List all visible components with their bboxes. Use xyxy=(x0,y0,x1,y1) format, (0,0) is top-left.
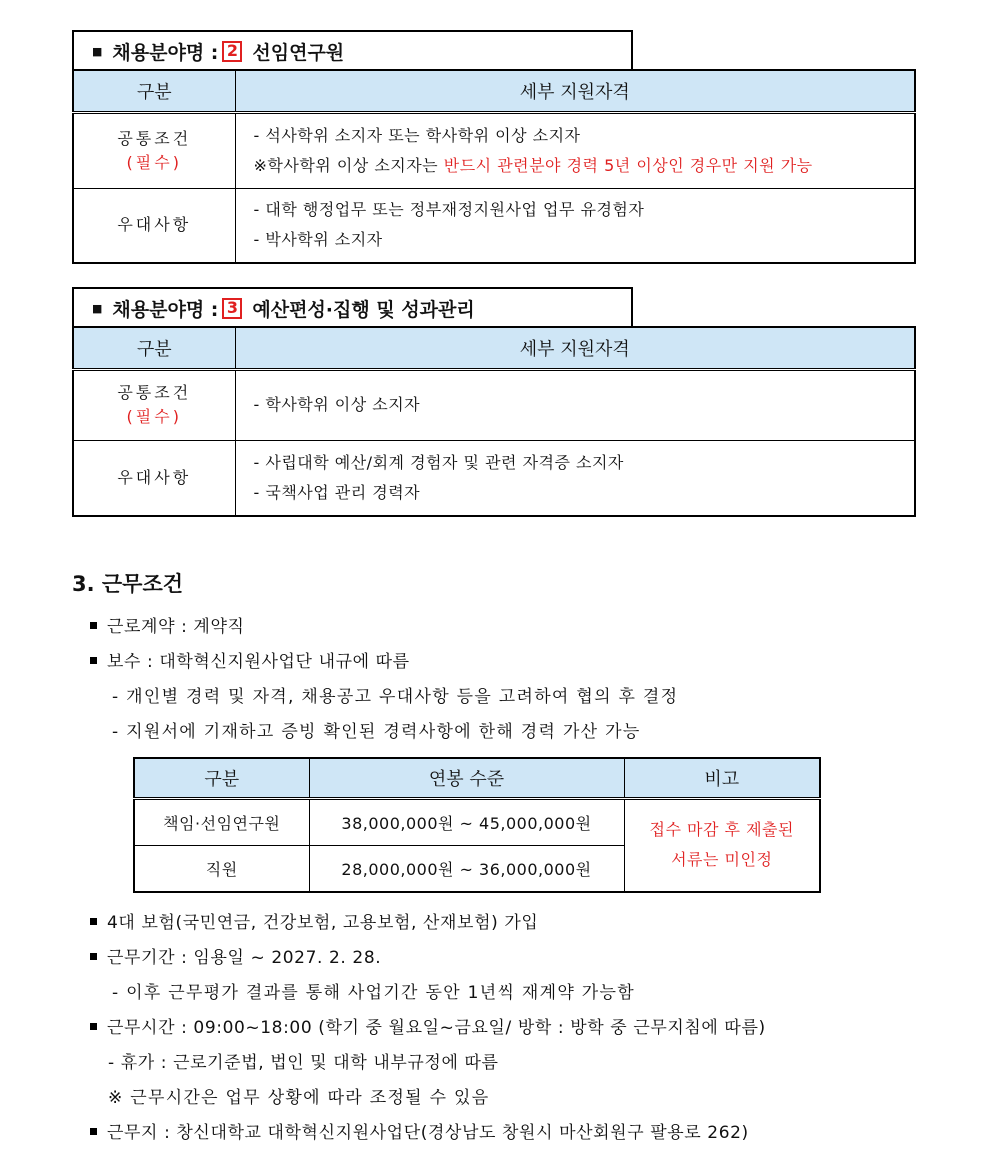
detail-line: - 사립대학 예산/회계 경험자 및 관련 자격증 소지자 xyxy=(253,452,624,472)
square-bullet-icon xyxy=(90,953,97,960)
detail-line xyxy=(254,151,915,181)
section-title-3 xyxy=(72,287,633,327)
table-row xyxy=(73,112,915,188)
section-title-prefix: 채용분야명 : xyxy=(112,298,219,321)
insurance-text: 4대 보험(국민연금, 건강보험, 고용보험, 산재보험) 가입 xyxy=(107,913,539,933)
section-title-prefix: 채용분야명 : xyxy=(112,41,219,64)
category-label: 공통조건 xyxy=(117,128,192,148)
square-bullet-icon xyxy=(90,918,97,925)
detail-line: - 학사학위 이상 소지자 xyxy=(253,395,421,414)
note-line: 접수 마감 후 제출된 xyxy=(649,820,794,840)
position-cell: 책임·선임연구원 xyxy=(134,798,309,845)
list-item xyxy=(90,943,381,968)
pay-sub-line: - 개인별 경력 및 자격, 채용공고 우대사항 등을 고려하여 협의 후 결정 xyxy=(112,687,679,707)
note-cell xyxy=(624,798,820,892)
col-header-category: 구분 xyxy=(73,70,235,112)
section-number-badge: 3 xyxy=(222,298,242,319)
square-bullet-icon xyxy=(90,622,97,629)
square-bullet-icon xyxy=(90,1128,97,1135)
category-label: 우대사항 xyxy=(117,215,192,235)
col-header-salary: 연봉 수준 xyxy=(309,758,624,798)
qualification-table-3 xyxy=(72,326,916,517)
square-bullet-icon xyxy=(90,657,97,664)
category-label: 우대사항 xyxy=(117,467,192,487)
table-row xyxy=(73,369,915,440)
detail-cell xyxy=(235,188,915,263)
col-header-note: 비고 xyxy=(624,758,820,798)
category-cell xyxy=(73,369,235,440)
table-row xyxy=(73,188,915,263)
detail-line: - 국책사업 관리 경력자 xyxy=(253,482,421,502)
list-item xyxy=(90,612,245,637)
period-sub-line: - 이후 근무평가 결과를 통해 사업기간 동안 1년씩 재계약 가능함 xyxy=(112,983,635,1003)
position-cell: 직원 xyxy=(134,845,309,892)
list-item xyxy=(90,908,538,933)
table-row xyxy=(73,440,915,516)
pay-text: 보수 : 대학혁신지원사업단 내규에 따름 xyxy=(107,652,410,672)
list-item xyxy=(90,1013,766,1038)
detail-line: - 박사학위 소지자 xyxy=(253,230,383,250)
detail-highlight: 반드시 관련분야 경력 5년 이상인 경우만 지원 가능 xyxy=(443,155,813,175)
square-bullet-icon xyxy=(90,1023,97,1030)
category-cell xyxy=(73,188,235,263)
section-title-2 xyxy=(72,30,633,70)
list-item xyxy=(90,647,410,672)
detail-text: ※학사학위 이상 소지자는 xyxy=(253,155,444,175)
detail-cell xyxy=(235,369,915,440)
category-cell xyxy=(73,440,235,516)
detail-cell xyxy=(235,112,915,188)
hours-sub-line: - 휴가 : 근로기준법, 법인 및 대학 내부규정에 따름 xyxy=(108,1053,499,1073)
hours-sub-line: ※ 근무시간은 업무 상황에 따라 조정될 수 있음 xyxy=(108,1088,490,1108)
salary-table xyxy=(133,757,821,893)
col-header-detail: 세부 지원자격 xyxy=(235,70,915,112)
col-header-category: 구분 xyxy=(73,327,235,369)
salary-cell: 38,000,000원 ~ 45,000,000원 xyxy=(309,798,624,845)
hours-text: 근무시간 : 09:00~18:00 (학기 중 월요일~금요일/ 방학 : 방학 중 근무지침에 따름) xyxy=(107,1018,766,1038)
note-line: 서류는 미인정 xyxy=(671,850,773,870)
category-label: 공통조건 xyxy=(117,383,192,402)
col-header-position: 구분 xyxy=(134,758,309,798)
list-item xyxy=(90,1118,749,1143)
salary-cell: 28,000,000원 ~ 36,000,000원 xyxy=(309,845,624,892)
category-sub-label: (필수) xyxy=(126,152,182,172)
col-header-detail: 세부 지원자격 xyxy=(235,327,915,369)
location-text: 근무지 : 창신대학교 대학혁신지원사업단(경상남도 창원시 마산회원구 팔용로 262) xyxy=(107,1123,749,1143)
section-title-text: 선임연구원 xyxy=(252,41,345,64)
pay-sub-line: - 지원서에 기재하고 증빙 확인된 경력사항에 한해 경력 가산 가능 xyxy=(112,722,641,742)
category-cell xyxy=(73,112,235,188)
table-row xyxy=(134,798,820,845)
detail-line: - 석사학위 소지자 또는 학사학위 이상 소지자 xyxy=(253,125,581,145)
conditions-heading: 3. 근무조건 xyxy=(72,572,184,596)
bullet-icon: ■ xyxy=(92,301,103,315)
bullet-icon: ■ xyxy=(92,44,103,58)
qualification-table-2 xyxy=(72,69,916,264)
contract-text: 근로계약 : 계약직 xyxy=(107,617,245,637)
period-text: 근무기간 : 임용일 ~ 2027. 2. 28. xyxy=(107,948,382,968)
section-number-badge: 2 xyxy=(222,41,242,62)
section-title-text: 예산편성·집행 및 성과관리 xyxy=(252,298,475,321)
detail-line: - 대학 행정업무 또는 정부재정지원사업 업무 유경험자 xyxy=(253,200,645,220)
category-sub-label: (필수) xyxy=(126,407,182,426)
detail-cell xyxy=(235,440,915,516)
